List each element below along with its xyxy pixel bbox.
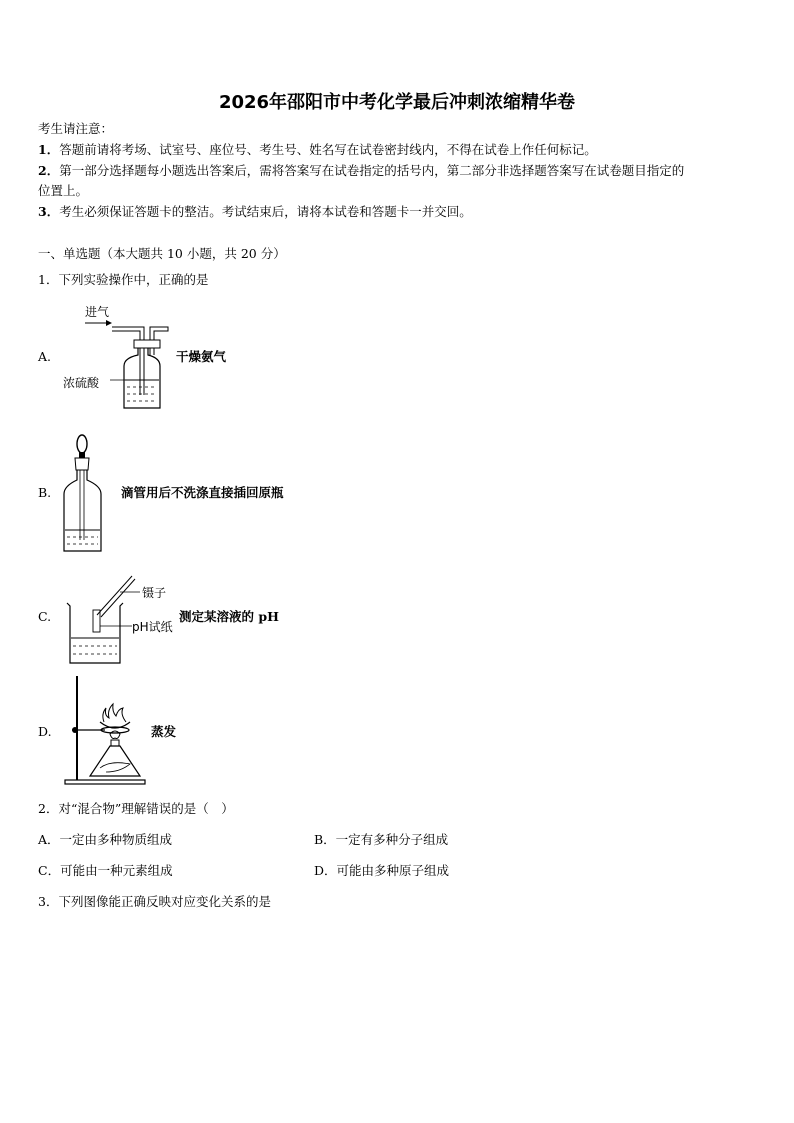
stopper: [134, 340, 160, 348]
bottle-stopper: [75, 458, 89, 470]
dropper-bottle: [64, 470, 101, 551]
page-title: 2026年邵阳市中考化学最后冲刺浓缩精华卷: [218, 92, 576, 113]
notice-text-1: 答题前请将考场、试室号、座位号、考生号、姓名写在试卷密封线内，不得在试卷上作任何标记。: [59, 142, 597, 157]
notice-num-3: 3．: [38, 204, 60, 219]
q3-stem: 3．下列图像能正确反映对应变化关系的是: [38, 894, 271, 909]
q1-option-b-letter: B.: [38, 485, 52, 500]
q2-stem: 2．对“混合物”理解错误的是（ ）: [38, 801, 234, 816]
q1-option-b-caption: 滴管用后不洗涤直接插回原瓶: [121, 485, 284, 500]
gas-washing-bottle-diagram: [60, 300, 170, 415]
label-gas-inlet: 进气: [85, 305, 110, 319]
iron-stand-base: [65, 780, 145, 784]
beaker-ph-diagram: [62, 568, 182, 668]
q1-stem: 1．下列实验操作中，正确的是: [38, 272, 209, 287]
q2-option-b: B．一定有多种分子组成: [314, 832, 449, 847]
steam-icon: [103, 704, 126, 722]
q2-option-c: C．可能由一种元素组成: [38, 863, 173, 878]
notice-item-1: [38, 142, 597, 158]
notice-item-2-cont: 位置上。: [38, 183, 89, 198]
lamp-liquid: [100, 763, 130, 772]
flame-icon: [110, 731, 120, 739]
q2-option-d: D．可能由多种原子组成: [314, 863, 450, 878]
alcohol-lamp: [90, 746, 140, 776]
notice-text-2: 第一部分选择题每小题选出答案后，需将答案写在试卷指定的括号内，第二部分非选择题答案写在试卷题目指定的: [59, 163, 685, 178]
q2-option-a: A．一定由多种物质组成: [38, 832, 173, 847]
notice-heading: 考生请注意：: [38, 121, 114, 136]
q1-option-c-letter: C.: [38, 609, 52, 624]
dropper-bulb: [77, 435, 87, 453]
tweezers-right: [101, 579, 135, 617]
alcohol-lamp-neck: [111, 740, 119, 746]
q1-option-d-letter: D.: [38, 724, 52, 739]
label-tweezers: 镊子: [142, 586, 167, 600]
tweezers-left: [97, 576, 132, 615]
notice-item-2: [38, 163, 684, 179]
section-heading: 一、单选题（本大题共 10 小题，共 20 分）: [38, 246, 286, 261]
notice-text-3: 考生必须保证答题卡的整洁。考试结束后，请将本试卷和答题卡一并交回。: [59, 204, 472, 219]
label-ph-paper: pH试纸: [132, 620, 173, 634]
evaporation-diagram: [60, 672, 155, 787]
clamp: [72, 727, 78, 733]
arrow-head: [106, 320, 112, 326]
inlet-tube: [112, 327, 144, 395]
notice-num-2: 2．: [38, 163, 60, 178]
dropper-neck: [79, 452, 85, 458]
notice-item-3: [38, 204, 472, 220]
dropper-bottle-diagram: [60, 430, 120, 555]
bottle: [124, 348, 160, 408]
notice-num-1: 1．: [38, 142, 60, 157]
q1-option-a-letter: A.: [38, 349, 52, 364]
label-concentrated-sulfuric-acid: 浓硫酸: [63, 376, 100, 390]
q1-option-a-caption: 干燥氨气: [176, 349, 227, 364]
q1-option-d-caption: 蒸发: [151, 724, 177, 739]
q1-option-c-caption: 测定某溶液的 pH: [179, 609, 279, 624]
